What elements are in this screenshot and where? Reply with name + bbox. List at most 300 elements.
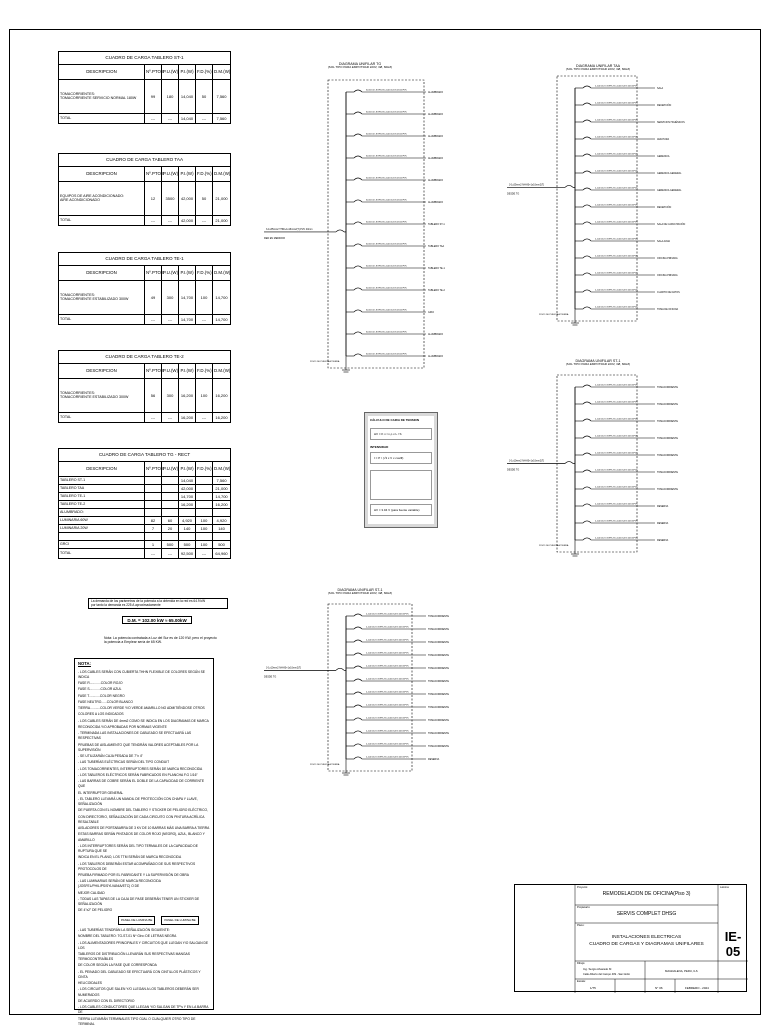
cell: --- — [196, 216, 213, 226]
cell: 21,000 — [213, 216, 231, 226]
note-line: - LOS CABLES CONDUCTORES QUE LLEGAN Y/O SALGAN DE TP's Y EN LA BARRA DE — [78, 1005, 209, 1015]
circuit-cable-label: 2-1x4mm2 LSOHX-90+1x4mm2(T) 20mmPVC — [595, 306, 638, 309]
cell: 82 — [145, 517, 162, 525]
circuit-breaker — [583, 188, 591, 190]
circuit-cable-label: 2-1x4mm2 LSOHX-90+1x4mm2(T) 20mmPVC — [366, 626, 409, 629]
feeder-label: 3-1x35mm2 THW+1x16mm2(T) PVC 40mm — [266, 227, 313, 231]
scale-value: 1/75 — [590, 986, 596, 990]
circuit-cable-label: 2-1x4mm2 LSOHX-90+1x4mm2(T) 20mmPVC — [595, 238, 638, 241]
circuit-breaker — [354, 731, 362, 733]
circuit-label: TOMACORRIENTE — [428, 641, 449, 644]
cell: 20 — [162, 525, 179, 533]
circuit-label: RESERVA — [657, 505, 669, 508]
cell: 7,560 — [213, 80, 231, 114]
circuit-breaker — [354, 266, 362, 268]
cell: 100 — [196, 525, 213, 533]
circuit-label: TOMACORRIENTE — [657, 471, 678, 474]
voltage-drop-calc — [364, 412, 438, 528]
circuit-label: ALUMBRADO — [428, 113, 444, 116]
table-row — [59, 517, 231, 525]
cell: --- — [145, 315, 162, 325]
desc-line: TOMACORRIENTES: — [60, 390, 95, 395]
circuit-breaker — [354, 156, 362, 158]
circuit-cable-label: 3x4mm2 LSOHX-90+1x4mm2(T) 25mmPVC — [366, 309, 408, 312]
circuit-breaker — [354, 112, 362, 114]
notes-panel — [74, 658, 214, 1026]
cell — [162, 493, 179, 501]
col-header: P.I.(W) — [179, 266, 196, 281]
demand-note-line: por tanto la demanda es 225 A aproximadamente — [91, 603, 161, 608]
cell: --- — [196, 413, 213, 423]
circuit-breaker — [583, 538, 591, 540]
note-line: DE ACUERDO CON EL DIRECTORIO — [78, 998, 135, 1003]
note-line: AISLADORES DE PORTABARRA DE 3 KV DE 10 BARRAS MÁS UNA BARRA A TIERRA — [78, 826, 210, 831]
circuit-label: TOMACORRIENTE — [428, 628, 449, 631]
cell: --- — [162, 315, 179, 325]
circuit-breaker — [583, 205, 591, 207]
cell — [213, 509, 231, 517]
col-header: P.U.(W) — [162, 65, 179, 80]
tg-table-body — [59, 477, 231, 549]
cell: 7,560 — [213, 477, 231, 485]
circuit-label: OFICINA PRIVADA — [657, 257, 678, 260]
cell — [196, 485, 213, 493]
circuit-label: ALUMBRADO — [428, 201, 444, 204]
cell: 50 — [196, 182, 213, 216]
circuit-cable-label: 2-1x4mm2 LSOHX-90+1x4mm2(T) 20mmPVC — [366, 756, 409, 759]
circuit-label: GERENCIA — [657, 155, 670, 158]
note-line: EL INTERRUPTOR GENERAL — [78, 790, 124, 795]
calc-formula: ΔV = K x I x ρ x L / S — [370, 428, 432, 440]
total-label: TOTAL — [59, 114, 145, 124]
cell: 16,200 — [179, 501, 196, 509]
cell: --- — [196, 549, 213, 559]
circuit-label: TOMACORRIENTE — [428, 706, 449, 709]
circuit-label: SALA ALMA — [657, 240, 671, 243]
date: FEBRERO - 2024 — [685, 986, 709, 990]
desc-line: TOMACORRIENTES: — [60, 292, 95, 297]
cell: 4,920 — [179, 517, 196, 525]
project-name: REMODELACION DE OFICINA(Piso 3) — [602, 891, 691, 897]
circuit-breaker — [583, 120, 591, 122]
cell: LUMINARIA 60W — [59, 517, 145, 525]
circuit-label: TOMACORRIENTE — [428, 693, 449, 696]
circuit-breaker — [354, 692, 362, 694]
note-line: - SE UTILIZARÁN CAJA PESADA DE 7"x 4" — [78, 754, 143, 759]
single-line-diagram-tg — [262, 60, 462, 390]
load-table-taa — [58, 153, 231, 226]
owner-name: SERVIS COMPLET DHSG — [616, 911, 677, 917]
table-row — [59, 477, 231, 485]
circuit-label: TOMACORRIENTE — [657, 488, 678, 491]
circuit-breaker — [583, 239, 591, 241]
cell: 56 — [145, 379, 162, 413]
circuit-cable-label: 2-1x4mm2 LSOHX-90+1x4mm2(T) 20mmPVC — [366, 639, 409, 642]
circuit-cable-label: 2-1x4mm2 LSOHX-90+1x4mm2(T) 20mmPVC — [366, 743, 409, 746]
designer-address: Calle Alberto del Campo 409 - San Isidro — [583, 973, 631, 976]
ground-label: POZO DE PUESTA A TIERRA — [310, 361, 340, 363]
calc-result: ΔV = 3.04 V (para fuente variable) — [370, 504, 432, 516]
desc-line: TOMACORRIENTE ESTABILIZADO 300W — [60, 296, 129, 301]
col-header: D.M.(W) — [213, 266, 231, 281]
calc-substitution — [370, 470, 432, 500]
note-line: DE 4"x2" DE PELIGRO — [78, 908, 113, 913]
note-line: - LAS LUMINARIAS SERÁN DE MARCA RECONOCIDA (JOSFEL/PHILIPS/SYLVANIA/ETC) O DE — [78, 879, 161, 889]
cell: --- — [162, 549, 179, 559]
circuit-breaker — [354, 200, 362, 202]
col-header: P.I.(W) — [179, 167, 196, 182]
note-line: TABLEROS DE DISTRIBUCIÓN LLEVARÁN SUS RESPECTIVAS MANGAS TERMOCONTRAÍBLES — [78, 952, 190, 962]
circuit-label: SERVICIOS HIGIÉNICOS — [657, 121, 685, 124]
circuit-breaker — [354, 222, 362, 224]
note-line: CON DIRECTORIO, SEÑALIZACIÓN DE CADA CIRCUITO CON PINTURA ACRÍLICA RESALTABLE — [78, 814, 205, 824]
col-header: F.D.(%) — [196, 364, 213, 379]
cell — [196, 477, 213, 485]
diagram-title-te1 — [548, 359, 648, 367]
circuit-cable-label: 2-1x4mm2 LSOHX-90+1x4mm2(T) 20mmPVC — [366, 665, 409, 668]
circuit-cable-label: 3x4mm2 LSOHX-90+1x4mm2(T) 25mmPVC — [366, 265, 408, 268]
col-header: P.I.(W) — [179, 462, 196, 477]
note-line: - LAS TUBERÍAS TENDRÁN LA SEÑALIZACIÓN SIGUIENTE: — [78, 928, 170, 933]
circuit-cable-label: 3x4mm2 LSOHX-90+1x4mm2(T) 25mmPVC — [366, 287, 408, 290]
col-header: DESCRIPCION — [59, 65, 145, 80]
note-line: PRUEBA FIRMADO POR EL FABRICANTE Y LA SUPERVISIÓN DE OBRA — [78, 872, 189, 877]
designer-label: Dibujo: — [577, 962, 586, 965]
mini-label: PANEL DE LUMINA BE — [161, 916, 198, 925]
load-table-te1 — [58, 252, 231, 325]
table-title: CUADRO DE CARGA TABLERO ST-1 — [59, 52, 231, 65]
main-breaker — [336, 668, 344, 670]
demand-note-line: La demanda de los parámetros de la potencia a la obtenida en la red es 64.9 kW — [91, 599, 206, 603]
circuit-label: TOMACORRIENTE — [657, 437, 678, 440]
notes-title: NOTA: — [78, 661, 91, 666]
diagram-title-tg — [310, 62, 410, 70]
cell: TABLERO TAA — [59, 485, 145, 493]
desc-line: TOMACORRIENTES: — [60, 91, 95, 96]
cell — [145, 477, 162, 485]
circuit-breaker — [583, 487, 591, 489]
load-table-tg — [58, 448, 231, 559]
notes-list — [78, 670, 210, 914]
cell: TABLERO ST-1 — [59, 477, 145, 485]
cell — [162, 509, 179, 517]
circuit-label: JEFATURA — [657, 138, 670, 141]
note-line: TIERRA LLEVARÁN TERMINALES TIPO OJAL O CUALQUIER OTRO TIPO DE TERMINAL — [78, 1016, 196, 1026]
circuit-cable-label: 2-1x4mm2 LSOHX-90+1x4mm2(T) 20mmPVC — [595, 136, 638, 139]
circuit-label: TOMACORRIENTE — [428, 680, 449, 683]
note-line: DE COLOR SEGÚN LA FASE QUE CORRESPONDA — [78, 963, 157, 968]
circuit-label: TOMACORRIENTE — [428, 719, 449, 722]
sheet-code: IE-05 — [724, 929, 742, 959]
note-line: INDICA EN EL PLANO, LOS TTM SERÁN DE MARCA RECONOCIDA — [78, 855, 182, 860]
circuit-label: ALUMBRADO — [428, 333, 444, 336]
note-line: - LOS TABLEROS ELÉCTRICOS SERÁN FABRICADOS EN PLANCHA F.G 1/16" — [78, 772, 198, 777]
col-header: D.M.(W) — [213, 167, 231, 182]
table-row — [59, 541, 231, 549]
table-row — [59, 525, 231, 533]
circuit-breaker — [354, 653, 362, 655]
col-header: P.U.(W) — [162, 167, 179, 182]
table-title: CUADRO DE CARGA TABLERO TAA — [59, 154, 231, 167]
cell: 100 — [196, 541, 213, 549]
cell: 99 — [145, 80, 162, 114]
circuit-breaker — [354, 666, 362, 668]
max-demand-result: D.M. = 102.00 kW ≈ 65.00kW — [122, 616, 192, 624]
circuit-cable-label: 3x4mm2 LSOHX-90+1x4mm2(T) 25mmPVC — [366, 111, 408, 114]
single-line-diagram-taa — [505, 62, 705, 332]
note-line: FASE S............COLOR AZUL — [78, 687, 122, 692]
cell — [145, 501, 162, 509]
circuit-label: RECEPCIÓN — [657, 206, 672, 209]
plan-label: Plano: — [577, 924, 585, 927]
sheet-number: N° 06 — [655, 986, 663, 990]
cell: 16,200 — [213, 413, 231, 423]
cell: 14,700 — [179, 281, 196, 315]
col-header: P.I.(W) — [179, 364, 196, 379]
cell: --- — [196, 114, 213, 124]
note-line: FASE R............COLOR ROJO — [78, 680, 123, 685]
diagram-title: DIAGRAMA UNIFILAR ST-1 — [575, 359, 621, 363]
contract-note-line: la potencia a Emplear sería de 65 KW. — [104, 640, 162, 645]
circuit-breaker — [583, 103, 591, 105]
circuit-cable-label: 2-1x4mm2 LSOHX-90+1x4mm2(T) 20mmPVC — [595, 221, 638, 224]
diagram-title: DIAGRAMA UNIFILAR ST-1 — [337, 588, 383, 592]
scale-label: Escala: — [577, 980, 586, 983]
cell: 180 — [162, 80, 179, 114]
cell — [196, 533, 213, 541]
circuit-cable-label: 2-1x4mm2 LSOHX-90+1x4mm2(T) 20mmPVC — [366, 678, 409, 681]
circuit-breaker — [354, 288, 362, 290]
diagram-title: DIAGRAMA UNIFILAR TG — [338, 62, 382, 66]
total-label: TOTAL — [59, 413, 145, 423]
circuit-breaker — [354, 134, 362, 136]
cell: 1 — [145, 541, 162, 549]
cell — [145, 509, 162, 517]
circuit-breaker — [583, 436, 591, 438]
cell: 42,000 — [179, 182, 196, 216]
diagram-title-st1 — [310, 588, 410, 596]
col-header: DESCRIPCION — [59, 364, 145, 379]
diagram-subtitle: (SOL TIPO PARA EMPOTRAR 220V, 3Ø, 60HZ) — [327, 591, 393, 596]
circuit-breaker — [583, 470, 591, 472]
note-line: - LOS INTERRUPTORES SERÁN DEL TIPO TERMALES DE LA CAPACIDAD DE RUPTURA QUE SE — [78, 843, 198, 853]
cell: 14,700 — [179, 315, 196, 325]
cell: 300 — [162, 281, 179, 315]
circuit-breaker — [583, 222, 591, 224]
cell: --- — [145, 114, 162, 124]
note-line: - LOS ALIMENTADORES PRINCIPALES Y CIRCUITOS QUE LLEGAN Y/O SALGAN DE LOS — [78, 940, 209, 950]
contract-note-line: Nota: La potencia contratada a Luz del Sur es de 120 KW, pero el proyecto — [104, 636, 217, 640]
enclosure-box — [557, 76, 637, 321]
note-line: HELICOIDALES — [78, 981, 103, 986]
circuit-breaker — [583, 385, 591, 387]
cell — [179, 533, 196, 541]
calc-formula: I = P / (√3 x V x cosΦ) — [370, 452, 432, 464]
cell: 100 — [196, 281, 213, 315]
col-header: DESCRIPCION — [59, 266, 145, 281]
cell — [59, 533, 145, 541]
note-line: NOMBRE DEL TABLERO: TG-ST-01 Nº Giro: DE LETRAS NEGRA — [78, 934, 177, 939]
circuit-label: TOMACORRIENTE — [428, 615, 449, 618]
feeder-label: 3-1x10mm2 NH-80+1x10mm2(T) — [266, 666, 302, 670]
note-line: PRUEBAS DE AISLAMIENTO QUE TENDRÁN VALORES ACEPTABLES POR LA SUPERVISIÓN — [78, 742, 199, 752]
note-line: COLORES A LOS INDICADOS — [78, 712, 124, 717]
supply-label: RED EN MEDIDOR — [264, 236, 285, 240]
note-line: - LAS BARRAS DE COBRE SERÁN EL DOBLE DE LA CAPACIDAD DE CORRIENTE QUE — [78, 779, 205, 789]
circuit-breaker — [354, 705, 362, 707]
circuit-cable-label: 2-1x4mm2 LSOHX-90+1x4mm2(T) 20mmPVC — [595, 187, 638, 190]
cell: 42,000 — [179, 216, 196, 226]
ground-label: POZO DE PUESTA A TIERRA — [539, 314, 569, 316]
circuit-cable-label: 2-1x4mm2 LSOHX-90+1x4mm2(T) 20mmPVC — [595, 204, 638, 207]
cell — [162, 501, 179, 509]
cell — [145, 533, 162, 541]
circuit-breaker — [583, 137, 591, 139]
cell: 50 — [196, 80, 213, 114]
notes-list-2 — [78, 928, 210, 1027]
calc-title: CÁLCULO DE CAIDA DE TENSION — [370, 418, 420, 422]
cell — [196, 509, 213, 517]
cell: 300 — [162, 379, 179, 413]
cell: --- — [145, 413, 162, 423]
circuit-label: RESERVA — [657, 522, 669, 525]
col-header: Nº.PTOS — [145, 462, 162, 477]
notes-mini-labels — [118, 916, 210, 925]
contract-note — [104, 636, 234, 645]
note-line: - TERMINADA LAS INSTALACIONES DE CABLEADO SE EFECTUARÁ LAS RESPECTIVAS — [78, 731, 192, 741]
circuit-cable-label: 3x4mm2 LSOHX-90+1x4mm2(T) 25mmPVC — [366, 243, 408, 246]
cell: 7 — [145, 525, 162, 533]
circuit-label: RESERVA — [657, 539, 669, 542]
sheet-label: Lámina: — [720, 886, 730, 889]
circuit-breaker — [583, 402, 591, 404]
calc-section: INTENSIDAD — [370, 445, 389, 449]
cell: --- — [162, 216, 179, 226]
circuit-cable-label: 2-1x4mm2 LSOHX-90+1x4mm2(T) 20mmPVC — [595, 520, 638, 523]
circuit-cable-label: 2-1x4mm2 LSOHX-90+1x4mm2(T) 20mmPVC — [595, 452, 638, 455]
cell: 100 — [196, 517, 213, 525]
circuit-breaker — [583, 453, 591, 455]
circuit-cable-label: 3x4mm2 LSOHX-90+1x4mm2(T) 25mmPVC — [366, 155, 408, 158]
desc-line: TOMACORRIENTE ESTABILIZADO 300W — [60, 394, 129, 399]
circuit-breaker — [354, 354, 362, 356]
col-header: Nº.PTOS — [145, 364, 162, 379]
cell: 14,700 — [213, 281, 231, 315]
col-header: F.D.(%) — [196, 65, 213, 80]
cell: 14,040 — [179, 80, 196, 114]
circuit-breaker — [354, 744, 362, 746]
mini-label: PANEL DE LUMINA BE — [118, 916, 155, 925]
note-line: MEJOR CALIDAD — [78, 890, 105, 895]
circuit-cable-label: 3x4mm2 LSOHX-90+1x4mm2(T) 25mmPVC — [366, 353, 408, 356]
note-line: - LOS TABLEROS DEBERÁN ESTAR ACOMPAÑADO DE SUS RESPECTIVOS PROTOCOLOS DE — [78, 861, 196, 871]
circuit-cable-label: 3x4mm2 LSOHX-90+1x4mm2(T) 25mmPVC — [366, 133, 408, 136]
cell: 21,000 — [213, 182, 231, 216]
note-line: - EL TABLERO LLEVARÁ UN MANDIL DE PROTECCIÓN CON CHAPA Y LLAVE, SEÑALIZACIÓN — [78, 796, 198, 807]
table-title: CUADRO DE CARGA TABLERO TG - RECT — [59, 449, 231, 462]
cell: 64,960 — [213, 549, 231, 559]
desc-line: TOMACORRIENTE SERVICIO NORMAL 180W — [60, 95, 137, 100]
description-cell — [59, 281, 145, 315]
cell: 16,200 — [179, 379, 196, 413]
description-cell — [59, 80, 145, 114]
cell: 16,200 — [179, 413, 196, 423]
circuit-label: RECEPCIÓN — [657, 104, 672, 107]
table-title: CUADRO DE CARGA TABLERO TE-2 — [59, 351, 231, 364]
col-header: D.M.(W) — [213, 65, 231, 80]
circuit-breaker — [583, 171, 591, 173]
col-header: D.M.(W) — [213, 364, 231, 379]
circuit-breaker — [354, 178, 362, 180]
circuit-cable-label: 2-1x4mm2 LSOHX-90+1x4mm2(T) 20mmPVC — [595, 102, 638, 105]
circuit-cable-label: 2-1x4mm2 LSOHX-90+1x4mm2(T) 20mmPVC — [595, 418, 638, 421]
cell — [162, 485, 179, 493]
diagram-subtitle: (SOL TIPO PARA EMPOTRAR 220V, 3Ø, 60HZ) — [565, 67, 631, 72]
cell: TABLERO TE-1 — [59, 493, 145, 501]
single-line-diagram-te1 — [505, 357, 705, 582]
circuit-cable-label: 2-1x4mm2 LSOHX-90+1x4mm2(T) 20mmPVC — [595, 503, 638, 506]
circuit-cable-label: 2-1x4mm2 LSOHX-90+1x4mm2(T) 20mmPVC — [595, 469, 638, 472]
circuit-label: RESERVA — [428, 758, 440, 761]
circuit-label: TOMACORRIENTE — [428, 667, 449, 670]
cell — [179, 509, 196, 517]
circuit-label: CUARTO DE DATOS — [657, 291, 680, 294]
circuit-breaker — [583, 290, 591, 292]
cell: 140 — [179, 525, 196, 533]
circuit-breaker — [583, 521, 591, 523]
note-line: DE PUERTA CON EL NOMBRE DEL TABLERO Y STICKER DE PELIGRO ELÉCTRICO, — [78, 808, 209, 813]
total-label: TOTAL — [59, 315, 145, 325]
single-line-diagram-st1 — [262, 588, 462, 783]
cell: 14,700 — [179, 493, 196, 501]
load-table-te2 — [58, 350, 231, 423]
circuit-cable-label: 2-1x4mm2 LSOHX-90+1x4mm2(T) 20mmPVC — [595, 153, 638, 156]
circuit-label: ALUMBRADO — [428, 355, 444, 358]
cell: 500 — [162, 541, 179, 549]
circuit-cable-label: 2-1x4mm2 LSOHX-90+1x4mm2(T) 20mmPVC — [595, 272, 638, 275]
designer-name: Ing. Sergio Alvarado M — [583, 967, 612, 971]
circuit-cable-label: 2-1x4mm2 LSOHX-90+1x4mm2(T) 20mmPVC — [595, 255, 638, 258]
cell: --- — [145, 216, 162, 226]
circuit-breaker — [583, 273, 591, 275]
circuit-label: GERENCIA GENERAL — [657, 189, 682, 192]
circuit-cable-label: 2-1x4mm2 LSOHX-90+1x4mm2(T) 20mmPVC — [366, 704, 409, 707]
cell: 14,040 — [179, 477, 196, 485]
cell: ALUMBRADO: — [59, 509, 145, 517]
description-cell — [59, 182, 145, 216]
circuit-breaker — [354, 614, 362, 616]
main-breaker — [565, 462, 573, 464]
circuit-label: TOMACORRIENTE — [428, 745, 449, 748]
project-label: Proyecto: — [577, 886, 588, 889]
circuit-cable-label: 2-1x4mm2 LSOHX-90+1x4mm2(T) 20mmPVC — [366, 613, 409, 616]
table-row — [59, 501, 231, 509]
calc-inner — [368, 416, 434, 524]
circuit-breaker — [583, 256, 591, 258]
supply-label: DESDE TG — [264, 675, 277, 679]
load-table-st1 — [58, 51, 231, 124]
table-row — [59, 509, 231, 517]
location: MAGDALENA, PERU, ILS — [665, 969, 698, 973]
circuit-breaker — [583, 504, 591, 506]
cell: GRCI — [59, 541, 145, 549]
circuit-cable-label: 2-1x4mm2 LSOHX-90+1x4mm2(T) 20mmPVC — [595, 170, 638, 173]
circuit-cable-label: 3x4mm2 LSOHX-90+1x4mm2(T) 25mmPVC — [366, 89, 408, 92]
circuit-breaker — [354, 244, 362, 246]
cell: 140 — [213, 525, 231, 533]
supply-label: DESDE TG — [507, 192, 520, 196]
cell: LUMINARIA 20W — [59, 525, 145, 533]
